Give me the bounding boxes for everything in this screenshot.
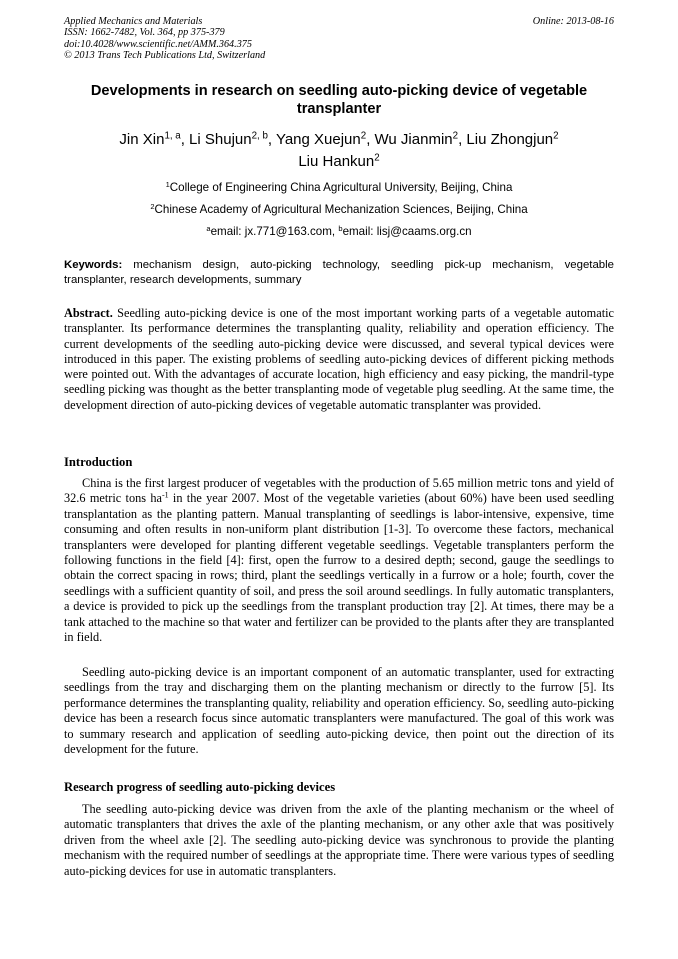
abstract [64,306,614,413]
intro-paragraph-2: Seedling auto-picking device is an important component of an automatic transplanter, used for extracting seedlings from the tray and discharging them on the planting mechanism or directly to the furrow [5]. Its performance determines the transplanting quality, reliability and operation efficiency. So, seedling auto-picking device has been a research focus since automatic transplanters were manufactured. The goal of this work was to summary research and application of seedling auto-picking device, then point out the direction of its development for the future. [64,665,614,757]
affiliation-1 [64,181,614,195]
affiliation-text: Chinese Academy of Agricultural Mechanization Sciences, Beijing, China [154,203,528,216]
email-b[interactable]: email: lisj@caams.org.cn [342,225,472,238]
unit-exponent: -1 [161,491,169,501]
journal-name: Applied Mechanics and Materials [64,16,203,27]
author-sup: 2 [360,130,367,142]
author-line-2 [64,151,614,173]
journal-issn: ISSN: 1662-7482, Vol. 364, pp 375-379 [64,27,225,39]
online-date: Online: 2013-08-16 [532,16,614,27]
intro-p1-text-a: China is the first largest producer of vegetables with the production of 5.65 million metric tons and yield of 32.6 metric tons ha [64,476,614,506]
keywords-text: mechanism design, auto-picking technology, seedling pick-up mechanism, vegetable transplanter, research developments, summary [64,259,614,286]
section-heading-introduction: Introduction [64,455,133,469]
author-name: Wu Jianmin [374,131,453,148]
author-sup: 2 [452,130,459,142]
abstract-text: Seedling auto-picking device is one of the most important working parts of a vegetable automatic transplanter. Its performance determines the transplanting quality, reliability and operation efficiency. The current developments of the seedling auto-picking device were discussed, and several typical devices were introduced in this paper. The existing problems of seedling auto-picking devices of different picking methods were pointed out. With the advantages of accurate location, high efficiency and easy picking, the mandril-type seedling picking was thought as the better transplanting mode of vegetable plug seedling. At the same time, the development direction of auto-picking devices of vegetable automatic transplanter was provided. [64,306,614,412]
author-name: Liu Hankun [298,153,375,170]
research-paragraph-1: The seedling auto-picking device was driven from the axle of the planting mechanism or the wheel of automatic transplanters that drives the axle of the planting mechanism, or any other axle that was positively driven from the wheel axle [2]. The seedling auto-picking device was synchronous to provide the planting mechanism with the required number of seedlings at the appropriate time. There were various types of seedling auto-picking devices for use in automatic transplanters. [64,802,614,878]
paper-title: Developments in research on seedling auto-picking device of vegetable transplanter [90,83,588,117]
author-sup: 2 [374,152,380,164]
journal-info [64,16,265,61]
author-name: Jin Xin [119,131,165,148]
journal-doi[interactable]: doi:10.4028/www.scientific.net/AMM.364.375 [64,38,252,50]
author-sup: 2, b [251,130,268,142]
keywords-label: Keywords: [64,259,123,271]
affiliation-sup: 1 [165,179,170,189]
section-heading-research-progress: Research progress of seedling auto-picking devices [64,780,336,794]
intro-p1-text-b: in the year 2007. Most of the vegetable varieties (about 60%) have been used seedling transplantation as the planting pattern. Manual transplanting of seedlings is labor-intensive, expensive, time consuming and often results in non-uniform plant distribution [1-3]. To overcome these factors, mechanical transplanters were developed for planting different vegetable seedlings. Vegetable transplanters perform the following functions in the field [4]: first, open the furrow to a desired depth; second, gauge the seedlings to obtain the correct spacing in rows; third, plant the seedlings vertically in a furrow or a hole; fourth, cover the seedlings with a sufficient quantity of soil, and press the soil around seedlings. In fully automatic transplanters, a device is provided to pick up the seedlings from the transplant production tray [2]. At times, there may be a tank attached to the machine so that water and fertilizer can be provided to the plants after they are transplanted in field. [64,491,614,645]
email-sup-a: a [206,223,211,233]
keywords [64,258,614,288]
author-name: Yang Xuejun [275,131,361,148]
intro-paragraph-1 [64,476,614,645]
author-line-1: Jin Xin$^{1, a}$, Li Shujun$^{2, b}$, Yang Xuejun$^2$, Wu Jianmin$^2$, Liu Zhongjun$^2$ [119,130,559,148]
author-emails [64,225,614,239]
email-a[interactable]: email: jx.771@163.com, [210,225,339,238]
journal-copyright: © 2013 Trans Tech Publications Ltd, Switzerland [64,49,266,61]
affiliation-text: College of Engineering China Agricultural University, Beijing, China [169,181,513,194]
author-name: Li Shujun [189,131,252,148]
email-sup-b: b [338,223,343,233]
author-name: Liu Zhongjun [466,131,554,148]
affiliation-2 [64,203,614,217]
author-sup: 2 [553,130,559,142]
abstract-label: Abstract. [64,306,113,320]
author-list [64,129,614,173]
author-sup: 1, a [164,130,181,142]
affiliation-sup: 2 [150,201,155,211]
